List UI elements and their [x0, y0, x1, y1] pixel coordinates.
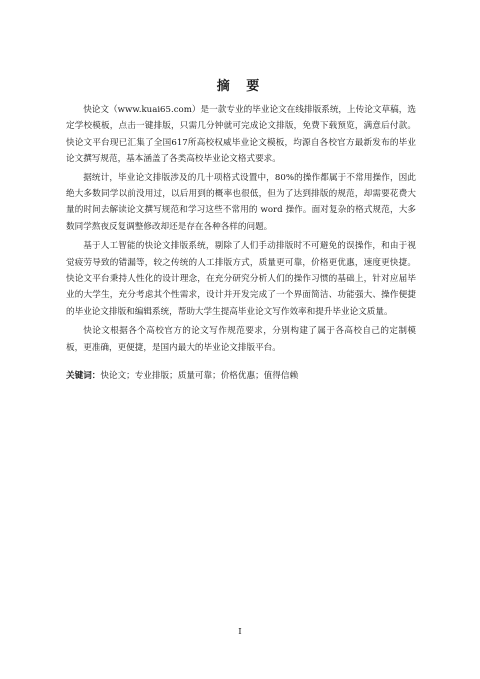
abstract-paragraph-3: 基于人工智能的快论文排版系统，剔除了人们手动排版时不可避免的误操作，和由于视觉疲劳导致的错漏等，较之传统的人工排版方式，质量更可靠，价格更优惠，速度更快捷。快论文平台秉持人性化的设计理念，在充分研究分析人们的操作习惯的基础上，针对应届毕业的大学生，充分考虑其个性需求，设计并开发完成了一个界面简洁、功能强大、操作便捷的毕业论文排版和编辑系统，帮助大学生提高毕业论文写作效率和提升毕业论文质量。 — [66, 241, 416, 317]
keywords-line — [66, 368, 416, 384]
keywords-label: 关键词： — [66, 371, 101, 382]
abstract-paragraph-2: 据统计，毕业论文排版涉及的几十项格式设置中，80%的操作都属于不常用操作，因此绝大多数同学以前没用过，以后用到的概率也很低，但为了达到排版的规范，却需要花费大量的时间去解读论文撰写规范和学习这些不常用的 word 操作。面对复杂的格式规范，大多数同学熬夜反复调整修改却还是存在各种各样的问题。 — [66, 172, 416, 232]
abstract-paragraph-1: 快论文（www.kuai65.com）是一款专业的毕业论文在线排版系统，上传论文草稿，选定学校模板，点击一键排版，只需几分钟就可完成论文排版，免费下载预览，满意后付款。快论文平台现已汇集了全国617所高校权威毕业论文模板，均源自各校官方最新发布的毕业论文撰写规范，基本涵盖了各类高校毕业论文格式要求。 — [66, 105, 416, 165]
abstract-paragraph-4: 快论文根据各个高校官方的论文写作规范要求，分别构建了属于各高校自己的定制模板，更准确，更便捷，是国内最大的毕业论文排版平台。 — [66, 326, 416, 353]
page-number: I — [238, 627, 242, 637]
keywords-text: 快论文；专业排版；质量可靠；价格优惠；值得信赖 — [100, 371, 299, 382]
abstract-body — [66, 78, 416, 384]
abstract-title: 摘 要 — [216, 79, 266, 94]
